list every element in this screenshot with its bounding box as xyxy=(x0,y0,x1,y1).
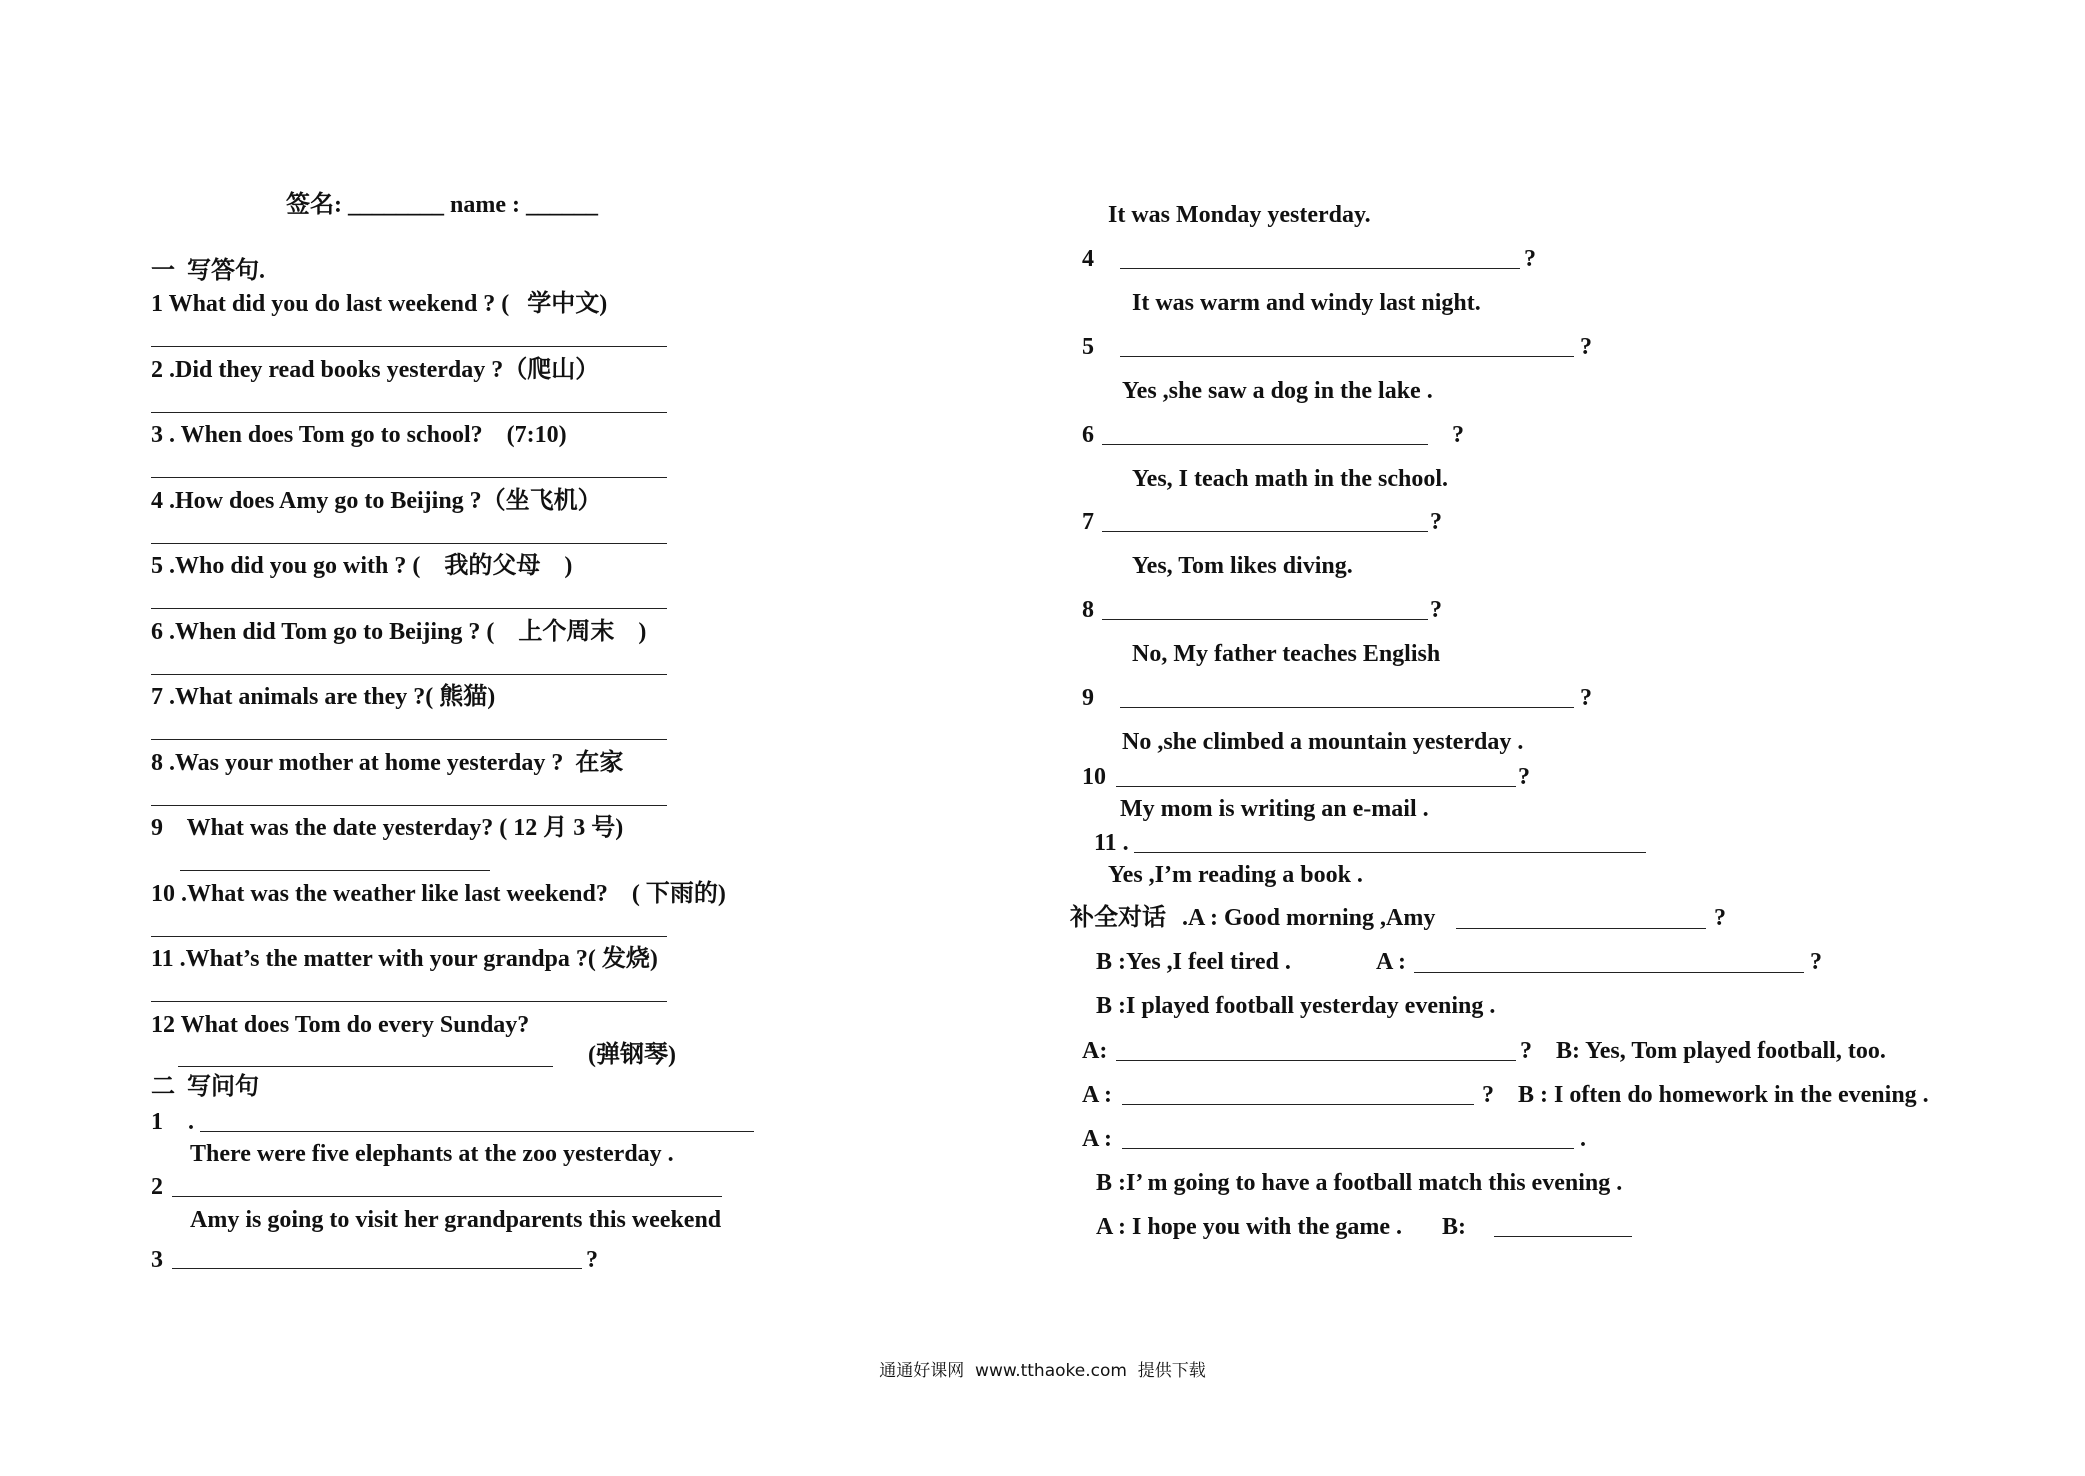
answer-line-1[interactable] xyxy=(151,346,667,347)
answer-line-3[interactable] xyxy=(151,477,667,478)
q2-prefix-1: . xyxy=(188,1109,194,1135)
question-line-7[interactable] xyxy=(1102,531,1428,532)
dialogue-blank-4[interactable] xyxy=(1116,1060,1516,1061)
given-answer-7: Yes, Tom likes diving. xyxy=(1132,553,1353,579)
dialogue-blank-1[interactable] xyxy=(1456,928,1706,929)
given-answer-8: No, My father teaches English xyxy=(1132,641,1441,667)
section2-title: 二 写问句 xyxy=(151,1074,259,1100)
sign-name-line: 签名: ________ name : ______ xyxy=(286,192,598,218)
q2-num-2: 2 xyxy=(151,1174,163,1200)
footer-source: 通通好课网 www.tthaoke.com 提供下载 xyxy=(879,1361,1206,1381)
dialogue-line7-b: B :I’ m going to have a football match this evening . xyxy=(1096,1170,1623,1196)
question-line-11[interactable] xyxy=(1134,852,1646,853)
dialogue-qmark-1: ? xyxy=(1714,905,1726,931)
given-answer-2: Amy is going to visit her grandparents this weekend xyxy=(190,1207,722,1233)
q2-num-4: 4 xyxy=(1082,246,1094,272)
question-2: 2 .Did they read books yesterday ?（爬山） xyxy=(151,357,600,383)
given-answer-5: Yes ,she saw a dog in the lake . xyxy=(1122,378,1433,404)
answer-line-9[interactable] xyxy=(180,870,490,871)
question-line-6[interactable] xyxy=(1102,444,1428,445)
dialogue-line2-b: B :Yes ,I feel tired . xyxy=(1096,949,1291,975)
q2-num-5: 5 xyxy=(1082,334,1094,360)
q2-num-1: 1 xyxy=(151,1109,163,1135)
dialogue-qmark-4: ? xyxy=(1520,1038,1532,1064)
dialogue-line1-a: .A : Good morning ,Amy xyxy=(1182,905,1436,931)
given-answer-3: It was Monday yesterday. xyxy=(1108,202,1371,228)
question-4: 4 .How does Amy go to Beijing ?（坐飞机） xyxy=(151,488,602,514)
answer-line-8[interactable] xyxy=(151,805,667,806)
answer-line-7[interactable] xyxy=(151,739,667,740)
q2-num-9: 9 xyxy=(1082,685,1094,711)
question-line-3[interactable] xyxy=(172,1268,582,1269)
q2-end-9: ? xyxy=(1580,685,1592,711)
q2-end-5: ? xyxy=(1580,334,1592,360)
dialogue-line8-b: B: xyxy=(1442,1214,1466,1240)
question-6: 6 .When did Tom go to Beijing ? ( 上个周末 ) xyxy=(151,619,647,645)
answer-line-11[interactable] xyxy=(151,1001,667,1002)
q2-num-7: 7 xyxy=(1082,509,1094,535)
question-line-10[interactable] xyxy=(1116,786,1516,787)
question-3: 3 . When does Tom go to school? (7:10) xyxy=(151,422,567,448)
q2-num-11: 11 . xyxy=(1094,830,1129,856)
given-answer-9: No ,she climbed a mountain yesterday . xyxy=(1122,729,1524,755)
q2-end-3: ? xyxy=(586,1247,598,1273)
q2-num-8: 8 xyxy=(1082,597,1094,623)
dialogue-blank-2[interactable] xyxy=(1414,972,1804,973)
q2-num-10: 10 xyxy=(1082,764,1106,790)
question-1: 1 What did you do last weekend ? ( 学中文) xyxy=(151,291,608,317)
q2-num-3: 3 xyxy=(151,1247,163,1273)
dialogue-line3-b: B :I played football yesterday evening . xyxy=(1096,993,1496,1019)
given-answer-4: It was warm and windy last night. xyxy=(1132,290,1481,316)
question-12: 12 What does Tom do every Sunday? xyxy=(151,1012,530,1038)
q2-num-6: 6 xyxy=(1082,422,1094,448)
dialogue-period-6: . xyxy=(1580,1126,1586,1152)
answer-line-5[interactable] xyxy=(151,608,667,609)
question-7: 7 .What animals are they ?( 熊猫) xyxy=(151,684,496,710)
given-answer-10: My mom is writing an e-mail . xyxy=(1120,796,1429,822)
dialogue-blank-6[interactable] xyxy=(1122,1148,1574,1149)
answer-line-6[interactable] xyxy=(151,674,667,675)
question-11: 11 .What’s the matter with your grandpa ?( 发烧) xyxy=(151,946,658,972)
dialogue-line4-b: B: Yes, Tom played football, too. xyxy=(1556,1038,1886,1064)
dialogue-line5-a: A : xyxy=(1082,1082,1112,1108)
question-line-5[interactable] xyxy=(1120,356,1574,357)
dialogue-line2-a: A : xyxy=(1376,949,1406,975)
dialogue-line5-b: B : I often do homework in the evening . xyxy=(1518,1082,1929,1108)
question-line-9[interactable] xyxy=(1120,707,1574,708)
dialogue-title: 补全对话 xyxy=(1070,905,1166,931)
answer-line-2[interactable] xyxy=(151,412,667,413)
answer-line-12[interactable] xyxy=(178,1066,553,1067)
dialogue-qmark-2: ? xyxy=(1810,949,1822,975)
question-5: 5 .Who did you go with ? ( 我的父母 ) xyxy=(151,553,573,579)
q2-end-10: ? xyxy=(1518,764,1530,790)
section1-title: 一 写答句. xyxy=(151,258,265,284)
question-10: 10 .What was the weather like last weekend? ( 下雨的) xyxy=(151,881,726,907)
question-line-8[interactable] xyxy=(1102,619,1428,620)
q2-end-8: ? xyxy=(1430,597,1442,623)
given-answer-11: Yes ,I’m reading a book . xyxy=(1108,862,1363,888)
dialogue-line8-a: A : I hope you with the game . xyxy=(1096,1214,1403,1240)
question-8: 8 .Was your mother at home yesterday ? 在家 xyxy=(151,750,624,776)
question-line-1[interactable] xyxy=(200,1131,754,1132)
answer-line-4[interactable] xyxy=(151,543,667,544)
dialogue-blank-8[interactable] xyxy=(1494,1236,1632,1237)
q2-end-4: ? xyxy=(1524,246,1536,272)
question-9: 9 What was the date yesterday? ( 12 月 3 号) xyxy=(151,815,624,841)
given-answer-1: There were five elephants at the zoo yesterday . xyxy=(190,1141,674,1167)
question-line-4[interactable] xyxy=(1120,268,1520,269)
dialogue-qmark-5: ? xyxy=(1482,1082,1494,1108)
question-line-2[interactable] xyxy=(172,1196,722,1197)
question-12-hint: (弹钢琴) xyxy=(588,1042,676,1068)
dialogue-line4-a: A: xyxy=(1082,1038,1108,1064)
given-answer-6: Yes, I teach math in the school. xyxy=(1132,466,1448,492)
q2-end-7: ? xyxy=(1430,509,1442,535)
dialogue-line6-a: A : xyxy=(1082,1126,1112,1152)
q2-end-6: ? xyxy=(1452,422,1464,448)
answer-line-10[interactable] xyxy=(151,936,667,937)
dialogue-blank-5[interactable] xyxy=(1122,1104,1474,1105)
